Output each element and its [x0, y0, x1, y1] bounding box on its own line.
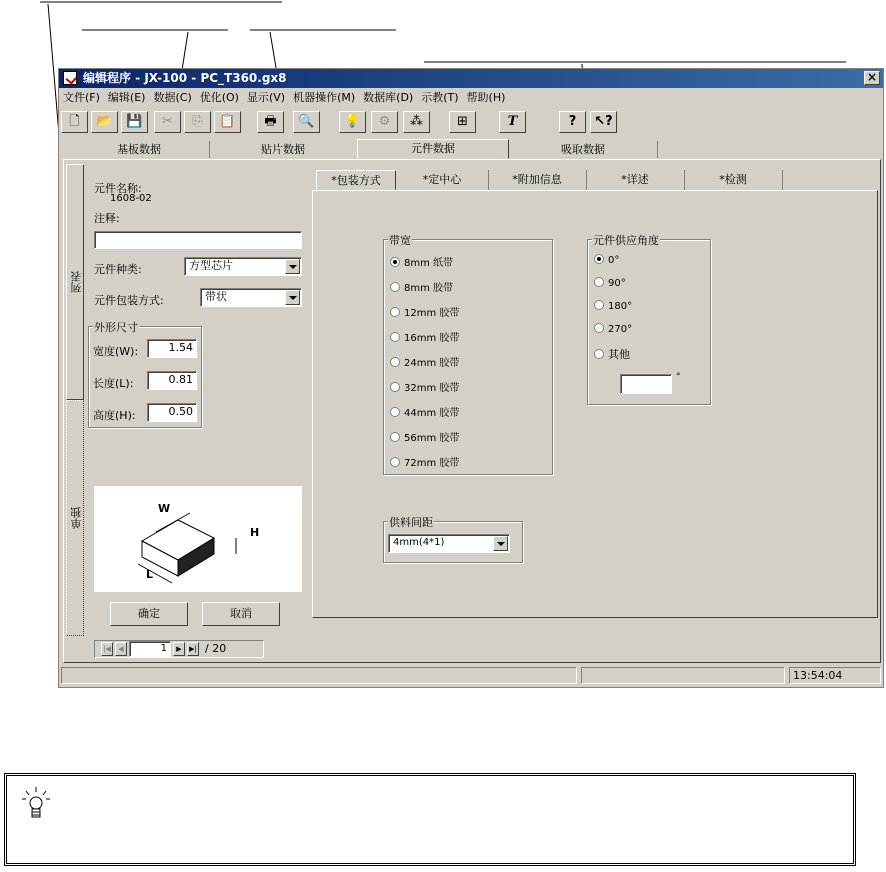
ok-button[interactable]: 确定	[110, 602, 188, 626]
tape-option[interactable]	[390, 254, 453, 269]
radio-icon	[390, 432, 400, 442]
angle-option-label: 90°	[608, 278, 626, 289]
help-icon[interactable]: ?	[559, 111, 586, 133]
radio-icon	[594, 277, 604, 287]
chevron-down-icon[interactable]	[285, 290, 300, 305]
new-file-icon[interactable]: 🗋	[61, 111, 88, 133]
width-field[interactable]: 1.54	[147, 339, 197, 358]
status-bar	[59, 667, 883, 685]
height-label: 高度(H):	[93, 409, 136, 422]
side-tab-single-label: 单独	[70, 507, 83, 529]
radio-icon	[594, 300, 604, 310]
save-icon[interactable]: 💾	[121, 111, 148, 133]
radio-icon	[390, 407, 400, 417]
component-type-select[interactable]	[184, 257, 302, 276]
tab-details[interactable]: *详述	[586, 170, 685, 190]
chip-illustration	[94, 486, 302, 592]
angle-option[interactable]	[594, 346, 630, 362]
feed-pitch-select[interactable]	[388, 534, 510, 553]
other-angle-field[interactable]	[620, 374, 672, 394]
tape-option-label: 72mm 胶带	[404, 458, 460, 469]
tape-option[interactable]	[390, 354, 459, 369]
tape-option[interactable]	[390, 304, 459, 319]
tape-option[interactable]	[390, 429, 459, 444]
tape-option-label: 8mm 纸带	[404, 258, 454, 269]
toolbar	[61, 111, 881, 135]
tab-centering[interactable]: *定中心	[396, 170, 489, 190]
app-icon	[63, 71, 77, 85]
radio-icon	[390, 357, 400, 367]
pager	[94, 640, 264, 658]
teach-icon[interactable]: ⊞	[449, 111, 476, 133]
package-type-select[interactable]	[200, 288, 302, 307]
radio-icon	[594, 323, 604, 333]
tape-option-label: 16mm 胶带	[404, 333, 460, 344]
tape-width-group	[383, 234, 553, 475]
status-pane-middle	[581, 667, 785, 684]
tape-option[interactable]	[390, 404, 459, 419]
next-page-icon[interactable]: ▶	[173, 642, 185, 656]
tab-placement-data[interactable]: 贴片数据	[209, 141, 358, 158]
tape-option-label: 24mm 胶带	[404, 358, 460, 369]
prev-page-icon[interactable]: ◀	[115, 642, 127, 656]
chevron-down-icon[interactable]	[285, 259, 300, 274]
side-tab-single[interactable]	[66, 400, 84, 636]
text-icon[interactable]: T	[499, 111, 526, 133]
supply-angle-title: 元件供应角度	[593, 234, 659, 247]
angle-option[interactable]	[594, 254, 619, 266]
radio-icon	[390, 457, 400, 467]
cut-icon[interactable]: ✂	[154, 111, 181, 133]
tape-option-label: 56mm 胶带	[404, 433, 460, 444]
feed-pitch-title: 供料间距	[389, 516, 433, 529]
note-field[interactable]	[94, 231, 302, 249]
angle-option[interactable]	[594, 300, 632, 312]
tab-board-data[interactable]: 基板数据	[69, 141, 210, 158]
component-name-label: 元件名称:	[94, 182, 142, 195]
angle-option[interactable]	[594, 323, 632, 335]
paste-icon[interactable]: 📋	[214, 111, 241, 133]
chevron-down-icon[interactable]	[493, 536, 508, 551]
chip-diagram	[94, 486, 302, 592]
angle-option-label: 0°	[608, 255, 620, 266]
light-bulb-icon[interactable]: 💡	[339, 111, 366, 133]
diagram-l-label: L	[146, 568, 154, 581]
radio-icon	[390, 332, 400, 342]
print-icon[interactable]: 🖶	[257, 111, 284, 133]
height-field[interactable]: 0.50	[147, 403, 197, 422]
outline-size-title: 外形尺寸	[94, 321, 138, 334]
close-button[interactable]: ×	[864, 71, 880, 85]
component-data-panel	[63, 159, 881, 663]
width-label: 宽度(W):	[93, 345, 139, 358]
main-tab-strip	[59, 139, 883, 159]
menu-file[interactable]: 文件(F)	[63, 91, 100, 104]
tape-option[interactable]	[390, 379, 459, 394]
light-bulb-icon	[21, 786, 51, 820]
status-time: 13:54:04	[789, 667, 881, 684]
menu-machine[interactable]: 机器操作(M)	[293, 91, 356, 104]
angle-option-label: 270°	[608, 324, 633, 335]
tape-option-label: 8mm 胶带	[404, 283, 454, 294]
tab-additional-info[interactable]: *附加信息	[488, 170, 587, 190]
tape-option-label: 12mm 胶带	[404, 308, 460, 319]
angle-unit: °	[676, 372, 681, 382]
tab-inspection[interactable]: *检测	[684, 170, 783, 190]
package-type-value: 带状	[205, 290, 227, 303]
tab-package-method[interactable]: *包装方式	[316, 170, 396, 190]
last-page-icon[interactable]: ▶|	[187, 642, 199, 656]
machine-icon[interactable]: ⚙	[371, 111, 398, 133]
tape-option[interactable]	[390, 329, 459, 344]
menu-bar	[59, 89, 883, 107]
tape-option-label: 44mm 胶带	[404, 408, 460, 419]
tape-option[interactable]	[390, 454, 459, 469]
menu-teach[interactable]: 示教(T)	[421, 91, 459, 104]
radio-icon	[390, 282, 400, 292]
package-type-label: 元件包装方式:	[94, 294, 164, 307]
radio-selected-icon	[594, 254, 604, 264]
title-bar	[59, 69, 883, 88]
angle-option-label: 其他	[608, 348, 630, 361]
feed-pitch-group	[383, 516, 523, 563]
copy-icon[interactable]: ⎘	[184, 111, 211, 133]
application-window	[58, 68, 884, 688]
angle-option[interactable]	[594, 277, 626, 289]
menu-database[interactable]: 数据库(D)	[363, 91, 414, 104]
open-folder-icon[interactable]: 📂	[91, 111, 118, 133]
length-label: 长度(L):	[93, 377, 134, 390]
component-type-value: 方型芯片	[189, 259, 233, 272]
radio-icon	[594, 349, 604, 359]
tape-option-label: 32mm 胶带	[404, 383, 460, 394]
menu-edit[interactable]: 编辑(E)	[107, 91, 146, 104]
menu-view[interactable]: 显示(V)	[246, 91, 286, 104]
package-method-page	[312, 190, 878, 618]
radio-icon	[390, 382, 400, 392]
radio-selected-icon	[390, 257, 400, 267]
status-pane-main	[61, 667, 577, 684]
tab-pickup-data[interactable]: 吸取数据	[509, 141, 658, 158]
context-help-icon[interactable]: ↖?	[590, 111, 617, 133]
side-tab-list-label: 列表	[70, 271, 83, 293]
diagram-w-label: W	[158, 502, 171, 515]
color-balls-icon[interactable]: ⁂	[403, 111, 430, 133]
tape-option[interactable]	[390, 279, 453, 294]
menu-help[interactable]: 帮助(H)	[466, 91, 506, 104]
note-label: 注释:	[94, 212, 120, 225]
supply-angle-group	[587, 234, 711, 405]
page-number-field[interactable]: 1	[129, 641, 171, 657]
angle-option-label: 180°	[608, 301, 633, 312]
cancel-button[interactable]: 取消	[202, 602, 280, 626]
page-total: / 20	[205, 642, 227, 655]
diagram-h-label: H	[250, 526, 260, 539]
outline-size-group	[88, 321, 202, 428]
menu-optimize[interactable]: 优化(O)	[199, 91, 239, 104]
feed-pitch-value: 4mm(4*1)	[393, 537, 445, 548]
note-box	[4, 773, 856, 866]
component-name-value: 1608-02	[110, 193, 152, 204]
find-icon[interactable]: 🔍	[293, 111, 320, 133]
tape-width-title: 带宽	[389, 234, 411, 247]
side-tab-list[interactable]	[66, 164, 84, 400]
length-field[interactable]: 0.81	[147, 371, 197, 390]
menu-data[interactable]: 数据(C)	[153, 91, 192, 104]
tab-component-data[interactable]: 元件数据	[357, 139, 509, 159]
first-page-icon[interactable]: |◀	[101, 642, 113, 656]
component-type-label: 元件种类:	[94, 263, 142, 276]
radio-icon	[390, 307, 400, 317]
window-title: 编辑程序 - JX-100 - PC_T360.gx8	[83, 71, 287, 85]
